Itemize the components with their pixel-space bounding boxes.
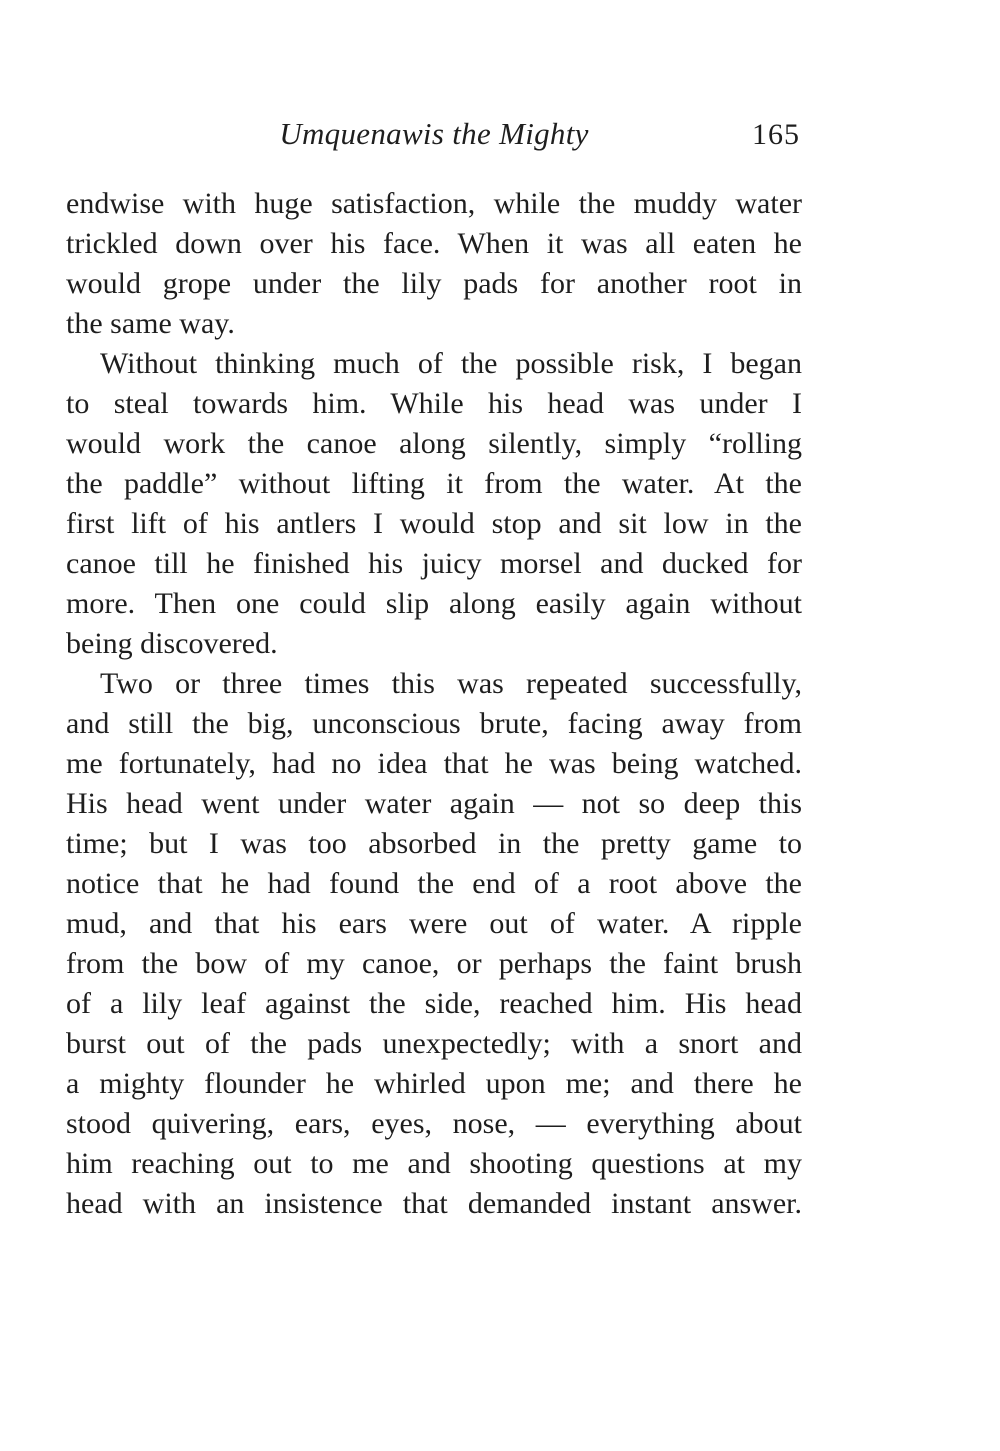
text-line: head with an insistence that demanded instant answer.	[66, 1187, 802, 1220]
text-line: notice that he had found the end of a root above the	[66, 867, 802, 900]
text-line: him reaching out to me and shooting questions at my	[66, 1147, 802, 1180]
body-text	[66, 184, 802, 1224]
paragraph	[66, 664, 802, 1224]
running-title: Umquenawis the Mighty	[279, 116, 589, 151]
text-line: and still the big, unconscious brute, facing away from	[66, 707, 802, 740]
page-number: 165	[752, 118, 800, 151]
paragraph	[66, 184, 802, 344]
text-line: of a lily leaf against the side, reached him. His head	[66, 987, 802, 1020]
text-line: His head went under water again — not so deep this	[66, 787, 802, 820]
text-line: canoe till he finished his juicy morsel and ducked for	[66, 547, 802, 580]
text-line: would work the canoe along silently, simply “rolling	[66, 427, 802, 460]
text-line: would grope under the lily pads for another root in	[66, 267, 802, 300]
text-line: more. Then one could slip along easily again without	[66, 587, 802, 620]
text-line: to steal towards him. While his head was under I	[66, 387, 802, 420]
text-line: time; but I was too absorbed in the pretty game to	[66, 827, 802, 860]
text-line: burst out of the pads unexpectedly; with a snort and	[66, 1027, 802, 1060]
text-line: a mighty flounder he whirled upon me; and there he	[66, 1067, 802, 1100]
text-line: the paddle” without lifting it from the water. At the	[66, 467, 802, 500]
text-line: the same way.	[66, 307, 235, 340]
text-line: from the bow of my canoe, or perhaps the faint brush	[66, 947, 802, 980]
paragraph	[66, 344, 802, 664]
text-line: trickled down over his face. When it was all eaten he	[66, 227, 802, 260]
text-line: mud, and that his ears were out of water. A ripple	[66, 907, 802, 940]
text-line: Without thinking much of the possible risk, I began	[100, 347, 802, 380]
text-line: Two or three times this was repeated successfully,	[100, 667, 802, 700]
text-line: first lift of his antlers I would stop and sit low in the	[66, 507, 802, 540]
text-line: stood quivering, ears, eyes, nose, — everything about	[66, 1107, 802, 1140]
text-line: me fortunately, had no idea that he was being watched.	[66, 747, 802, 780]
text-line: endwise with huge satisfaction, while the muddy water	[66, 187, 802, 220]
running-head	[66, 112, 802, 162]
text-line: being discovered.	[66, 627, 278, 660]
